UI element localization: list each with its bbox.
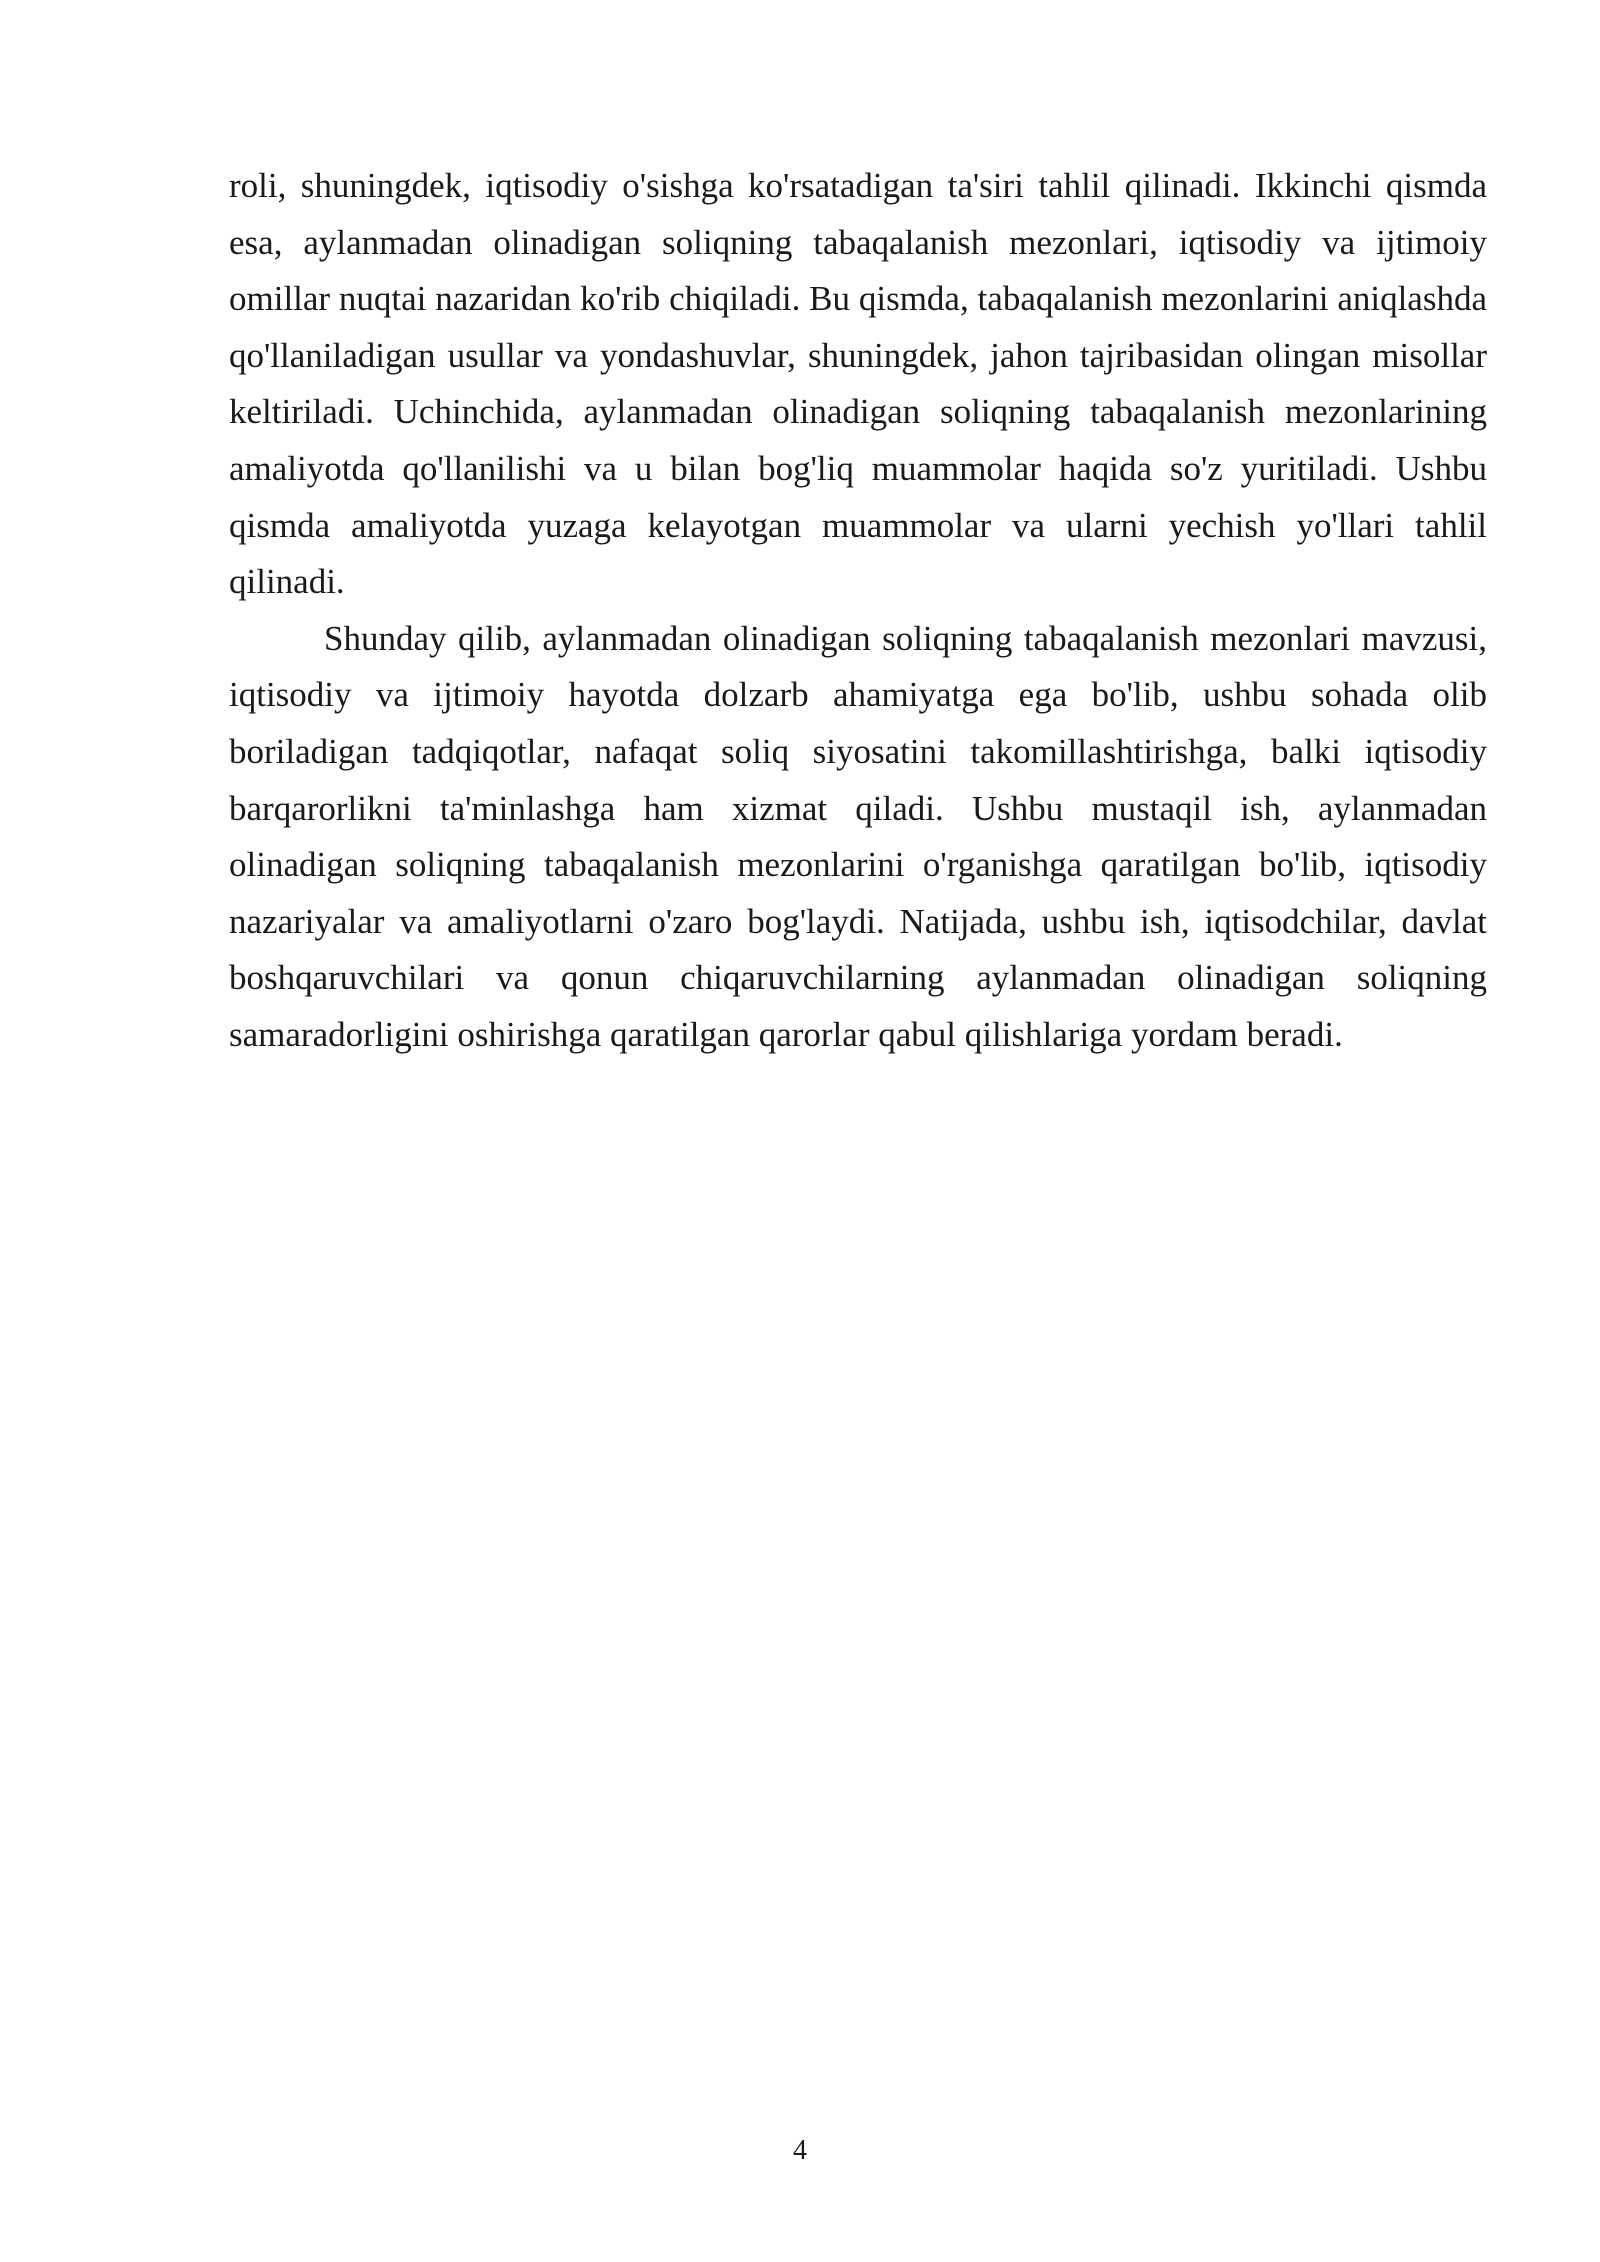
paragraph-continued: roli, shuningdek, iqtisodiy o'sishga ko'rsatadigan ta'siri tahlil qilinadi. Ikkinchi qismda esa, aylanmadan olinadigan soliqning tabaqalanish mezonlari, iqtisodiy va ijtimoiy omillar nuqtai nazaridan ko'rib chiqiladi. Bu qismda, tabaqalanish mezonlarini aniqlashda qo'llaniladigan usullar va yondashuvlar, shuningdek, jahon tajribasidan olingan misollar keltiriladi. Uchinchida, aylanmadan olinadigan soliqning tabaqalanish mezonlarining amaliyotda qo'llanilishi va u bilan bog'liq muammolar haqida so'z yuritiladi. Ushbu qismda amaliyotda yuzaga kelayotgan muammolar va ularni yechish yo'llari tahlil qilinadi. <box>229 166 1487 602</box>
body-text <box>229 158 1487 1064</box>
paragraph-conclusion: Shunday qilib, aylanmadan olinadigan soliqning tabaqalanish mezonlari mavzusi, iqtisodiy va ijtimoiy hayotda dolzarb ahamiyatga ega bo'lib, ushbu sohada olib boriladigan tadqiqotlar, nafaqat soliq siyosatini takomillashtirishga, balki iqtisodiy barqarorlikni ta'minlashga ham xizmat qiladi. Ushbu mustaqil ish, aylanmadan olinadigan soliqning tabaqalanish mezonlarini o'rganishga qaratilgan bo'lib, iqtisodiy nazariyalar va amaliyotlarni o'zaro bog'laydi. Natijada, ushbu ish, iqtisodchilar, davlat boshqaruvchilari va qonun chiqaruvchilarning aylanmadan olinadigan soliqning samaradorligini oshirishga qaratilgan qarorlar qabul qilishlariga yordam beradi. <box>229 618 1487 1054</box>
page-number: 4 <box>793 2135 807 2166</box>
